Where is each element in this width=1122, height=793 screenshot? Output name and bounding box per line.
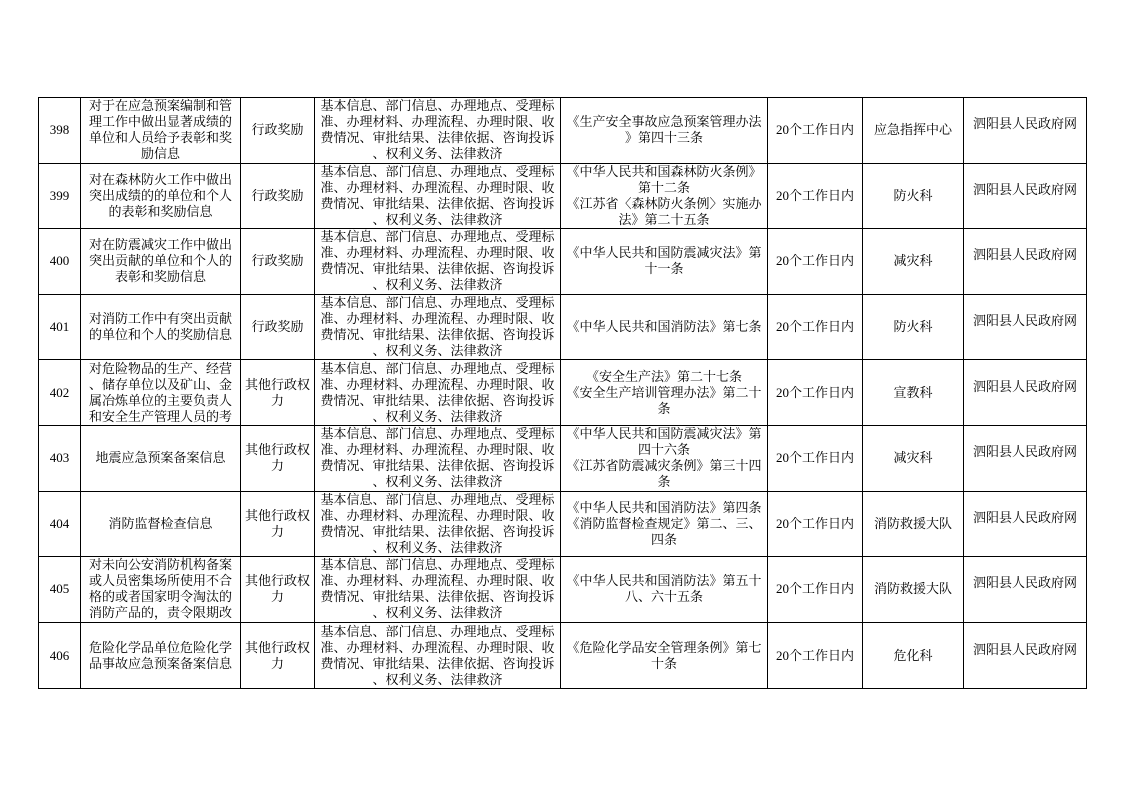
disclosure-table: [38, 97, 1087, 689]
legal-basis-line: 《江苏省防震减灾条例》第三十四: [566, 458, 762, 474]
legal-basis-line: 《中华人民共和国防震减灾法》第: [566, 245, 762, 261]
department-name: 防火科: [893, 187, 933, 203]
category-cell: [241, 623, 315, 689]
legal-basis-line: 》第四十三条: [624, 130, 703, 146]
department-cell: [863, 557, 964, 622]
category-line: 力: [270, 655, 284, 671]
legal-basis-line: 《消防监督检查规定》第二、三、: [566, 515, 762, 531]
item-number-cell: [39, 426, 81, 491]
disclosure-content-line: 、权利义务、法律救济: [372, 408, 503, 424]
item-number-cell: [39, 360, 81, 425]
item-number-cell: [39, 623, 81, 689]
disclosure-content-line: 、权利义务、法律救济: [372, 277, 503, 293]
disclosure-content-line: 基本信息、部门信息、办理地点、受理标: [320, 426, 555, 442]
time-limit-cell: [768, 164, 863, 229]
disclosure-content-line: 基本信息、部门信息、办理地点、受理标: [320, 623, 555, 639]
item-name-cell: [81, 623, 241, 689]
time-limit-cell: [768, 295, 863, 360]
channel-cell: [964, 229, 1086, 294]
disclosure-content-cell: [315, 492, 561, 557]
legal-basis-cell: [561, 164, 768, 229]
time-limit: 20个工作日内: [775, 253, 854, 269]
item-name-line: 品事故应急预案备案信息: [88, 655, 232, 671]
disclosure-content-line: 基本信息、部门信息、办理地点、受理标: [320, 98, 555, 114]
item-number-cell: [39, 98, 81, 163]
item-number: 399: [49, 187, 70, 203]
legal-basis-line: 《中华人民共和国消防法》第七条: [566, 319, 762, 335]
legal-basis-cell: [561, 426, 768, 491]
disclosure-content-line: 、权利义务、法律救济: [372, 671, 503, 687]
item-name-line: 和安全生产管理人员的考: [88, 408, 232, 424]
category-line: 行政奖励: [251, 187, 304, 203]
time-limit: 20个工作日内: [775, 122, 854, 138]
legal-basis-line: 十条: [650, 655, 677, 671]
disclosure-content-line: 费情况、审批结果、法律依据、咨询投诉: [320, 523, 555, 539]
channel-name: 泗阳县人民政府网: [972, 247, 1077, 263]
disclosure-content-line: 费情况、审批结果、法律依据、咨询投诉: [320, 327, 555, 343]
item-number: 402: [49, 384, 70, 400]
disclosure-content-line: 准、办理材料、办理流程、办理时限、收: [320, 114, 555, 130]
item-name-line: 或人员密集场所使用不合: [88, 573, 232, 589]
item-number-cell: [39, 229, 81, 294]
department-cell: [863, 623, 964, 689]
item-name-cell: [81, 98, 241, 163]
time-limit-cell: [768, 360, 863, 425]
department-name: 危化科: [893, 647, 933, 663]
item-name-line: 对未向公安消防机构备案: [88, 557, 232, 573]
category-line: 力: [270, 589, 284, 605]
item-name-cell: [81, 164, 241, 229]
channel-name: 泗阳县人民政府网: [972, 378, 1077, 394]
time-limit: 20个工作日内: [775, 450, 854, 466]
department-cell: [863, 360, 964, 425]
category-cell: [241, 557, 315, 622]
channel-name: 泗阳县人民政府网: [972, 181, 1077, 197]
category-line: 其他行政权: [244, 376, 310, 392]
channel-name: 泗阳县人民政府网: [972, 641, 1077, 657]
time-limit: 20个工作日内: [775, 319, 854, 335]
time-limit-cell: [768, 557, 863, 622]
department-name: 宣教科: [893, 384, 933, 400]
table-row: [39, 426, 1086, 492]
channel-name: 泗阳县人民政府网: [972, 116, 1077, 132]
time-limit-cell: [768, 229, 863, 294]
legal-basis-cell: [561, 229, 768, 294]
table-row: [39, 623, 1086, 689]
item-name-line: 地震应急预案备案信息: [95, 450, 226, 466]
department-name: 减灾科: [893, 253, 933, 269]
table-row: [39, 295, 1086, 361]
disclosure-content-cell: [315, 557, 561, 622]
item-number-cell: [39, 164, 81, 229]
legal-basis-line: 法》第二十五条: [618, 211, 710, 227]
item-name-line: 理工作中做出显著成绩的: [88, 114, 232, 130]
disclosure-content-line: 、权利义务、法律救济: [372, 211, 503, 227]
channel-cell: [964, 623, 1086, 689]
legal-basis-line: 《中华人民共和国消防法》第四条: [566, 499, 762, 515]
item-name-line: 对消防工作中有突出贡献: [88, 311, 232, 327]
legal-basis-cell: [561, 492, 768, 557]
item-name-cell: [81, 492, 241, 557]
disclosure-content-line: 、权利义务、法律救济: [372, 343, 503, 359]
legal-basis-line: 《中华人民共和国森林防火条例》: [566, 163, 762, 179]
category-line: 其他行政权: [244, 573, 310, 589]
disclosure-content-line: 费情况、审批结果、法律依据、咨询投诉: [320, 130, 555, 146]
time-limit: 20个工作日内: [775, 647, 854, 663]
legal-basis-line: 《安全生产培训管理办法》第二十: [566, 384, 762, 400]
item-name-cell: [81, 360, 241, 425]
item-name-line: 励信息: [140, 146, 180, 162]
item-number: 406: [49, 647, 70, 663]
item-name-line: 、储存单位以及矿山、金: [88, 376, 232, 392]
category-cell: [241, 360, 315, 425]
item-name-line: 对于在应急预案编制和管: [88, 98, 232, 114]
item-number: 398: [49, 122, 70, 138]
item-name-line: 突出成绩的的单位和个人: [88, 187, 232, 203]
department-cell: [863, 492, 964, 557]
department-name: 消防救援大队: [873, 515, 952, 531]
category-line: 行政奖励: [251, 253, 304, 269]
item-name-line: 对在森林防火工作中做出: [88, 171, 232, 187]
time-limit: 20个工作日内: [775, 515, 854, 531]
disclosure-content-line: 基本信息、部门信息、办理地点、受理标: [320, 491, 555, 507]
legal-basis-line: 《安全生产法》第二十七条: [585, 368, 742, 384]
disclosure-content-line: 费情况、审批结果、法律依据、咨询投诉: [320, 392, 555, 408]
disclosure-content-line: 费情况、审批结果、法律依据、咨询投诉: [320, 195, 555, 211]
item-name-line: 对在防震减灾工作中做出: [88, 237, 232, 253]
legal-basis-line: 《中华人民共和国消防法》第五十: [566, 573, 762, 589]
disclosure-content-line: 费情况、审批结果、法律依据、咨询投诉: [320, 589, 555, 605]
item-name-cell: [81, 229, 241, 294]
item-name-line: 属冶炼单位的主要负责人: [88, 392, 232, 408]
disclosure-content-line: 准、办理材料、办理流程、办理时限、收: [320, 179, 555, 195]
legal-basis-line: 《生产安全事故应急预案管理办法: [566, 114, 762, 130]
department-cell: [863, 295, 964, 360]
table-row: [39, 98, 1086, 164]
channel-cell: [964, 492, 1086, 557]
legal-basis-line: 条: [657, 400, 671, 416]
item-number: 404: [49, 515, 70, 531]
time-limit-cell: [768, 98, 863, 163]
department-name: 防火科: [893, 319, 933, 335]
disclosure-content-line: 费情况、审批结果、法律依据、咨询投诉: [320, 458, 555, 474]
disclosure-content-line: 准、办理材料、办理流程、办理时限、收: [320, 573, 555, 589]
legal-basis-cell: [561, 557, 768, 622]
table-row: [39, 492, 1086, 558]
department-cell: [863, 229, 964, 294]
category-line: 行政奖励: [251, 122, 304, 138]
category-cell: [241, 426, 315, 491]
legal-basis-cell: [561, 623, 768, 689]
disclosure-content-line: 准、办理材料、办理流程、办理时限、收: [320, 311, 555, 327]
time-limit-cell: [768, 623, 863, 689]
category-line: 力: [270, 458, 284, 474]
item-name-line: 的单位和个人的奖励信息: [88, 327, 232, 343]
item-number: 400: [49, 253, 70, 269]
disclosure-content-line: 准、办理材料、办理流程、办理时限、收: [320, 245, 555, 261]
channel-cell: [964, 557, 1086, 622]
disclosure-content-line: 准、办理材料、办理流程、办理时限、收: [320, 639, 555, 655]
legal-basis-line: 四条: [650, 531, 677, 547]
legal-basis-line: 四十六条: [637, 442, 690, 458]
disclosure-content-line: 基本信息、部门信息、办理地点、受理标: [320, 557, 555, 573]
category-cell: [241, 98, 315, 163]
time-limit: 20个工作日内: [775, 581, 854, 597]
category-line: 其他行政权: [244, 442, 310, 458]
legal-basis-line: 条: [657, 474, 671, 490]
disclosure-content-line: 基本信息、部门信息、办理地点、受理标: [320, 163, 555, 179]
item-name-cell: [81, 426, 241, 491]
disclosure-content-line: 基本信息、部门信息、办理地点、受理标: [320, 295, 555, 311]
disclosure-content-cell: [315, 360, 561, 425]
disclosure-content-line: 准、办理材料、办理流程、办理时限、收: [320, 376, 555, 392]
disclosure-content-line: 基本信息、部门信息、办理地点、受理标: [320, 229, 555, 245]
legal-basis-line: 《危险化学品安全管理条例》第七: [566, 639, 762, 655]
item-name-line: 单位和人员给予表彰和奖: [88, 130, 232, 146]
disclosure-content-cell: [315, 229, 561, 294]
item-number: 403: [49, 450, 70, 466]
category-line: 其他行政权: [244, 507, 310, 523]
disclosure-content-line: 准、办理材料、办理流程、办理时限、收: [320, 442, 555, 458]
channel-cell: [964, 164, 1086, 229]
item-number: 405: [49, 581, 70, 597]
disclosure-content-line: 准、办理材料、办理流程、办理时限、收: [320, 507, 555, 523]
channel-cell: [964, 98, 1086, 163]
legal-basis-line: 八、六十五条: [624, 589, 703, 605]
item-name-line: 表彰和奖励信息: [114, 269, 206, 285]
disclosure-content-line: 、权利义务、法律救济: [372, 539, 503, 555]
item-name-line: 对危险物品的生产、经营: [88, 360, 232, 376]
item-name-line: 消防监督检查信息: [108, 515, 213, 531]
item-name-line: 消防产品的，责令限期改: [88, 605, 232, 621]
department-cell: [863, 426, 964, 491]
category-line: 力: [270, 392, 284, 408]
table-row: [39, 360, 1086, 426]
category-line: 其他行政权: [244, 639, 310, 655]
disclosure-content-line: 、权利义务、法律救济: [372, 605, 503, 621]
channel-name: 泗阳县人民政府网: [972, 313, 1077, 329]
item-name-line: 危险化学品单位危险化学: [88, 639, 232, 655]
category-line: 行政奖励: [251, 319, 304, 335]
disclosure-content-line: 、权利义务、法律救济: [372, 474, 503, 490]
item-number-cell: [39, 557, 81, 622]
item-number: 401: [49, 319, 70, 335]
legal-basis-line: 《中华人民共和国防震减灾法》第: [566, 426, 762, 442]
disclosure-content-line: 费情况、审批结果、法律依据、咨询投诉: [320, 655, 555, 671]
legal-basis-line: 第十二条: [637, 179, 690, 195]
disclosure-content-line: 、权利义务、法律救济: [372, 146, 503, 162]
channel-cell: [964, 360, 1086, 425]
legal-basis-cell: [561, 295, 768, 360]
disclosure-content-cell: [315, 295, 561, 360]
channel-name: 泗阳县人民政府网: [972, 575, 1077, 591]
legal-basis-line: 十一条: [644, 261, 684, 277]
item-number-cell: [39, 492, 81, 557]
time-limit-cell: [768, 426, 863, 491]
time-limit: 20个工作日内: [775, 187, 854, 203]
channel-name: 泗阳县人民政府网: [972, 444, 1077, 460]
channel-name: 泗阳县人民政府网: [972, 509, 1077, 525]
item-name-cell: [81, 557, 241, 622]
legal-basis-cell: [561, 98, 768, 163]
disclosure-content-line: 费情况、审批结果、法律依据、咨询投诉: [320, 261, 555, 277]
disclosure-content-cell: [315, 623, 561, 689]
time-limit-cell: [768, 492, 863, 557]
department-name: 应急指挥中心: [873, 122, 952, 138]
department-name: 消防救援大队: [873, 581, 952, 597]
category-cell: [241, 164, 315, 229]
item-name-line: 的表彰和奖励信息: [108, 203, 213, 219]
department-cell: [863, 164, 964, 229]
time-limit: 20个工作日内: [775, 384, 854, 400]
table-row: [39, 557, 1086, 623]
channel-cell: [964, 426, 1086, 491]
disclosure-content-line: 基本信息、部门信息、办理地点、受理标: [320, 360, 555, 376]
category-line: 力: [270, 523, 284, 539]
item-name-cell: [81, 295, 241, 360]
item-name-line: 突出贡献的单位和个人的: [88, 253, 232, 269]
category-cell: [241, 492, 315, 557]
item-number-cell: [39, 295, 81, 360]
item-name-line: 格的或者国家明令淘汰的: [88, 589, 232, 605]
disclosure-content-cell: [315, 164, 561, 229]
table-row: [39, 164, 1086, 230]
disclosure-content-cell: [315, 98, 561, 163]
department-cell: [863, 98, 964, 163]
channel-cell: [964, 295, 1086, 360]
category-cell: [241, 295, 315, 360]
department-name: 减灾科: [893, 450, 933, 466]
disclosure-content-cell: [315, 426, 561, 491]
table-row: [39, 229, 1086, 295]
legal-basis-line: 《江苏省〈森林防火条例〉实施办: [566, 195, 762, 211]
legal-basis-cell: [561, 360, 768, 425]
category-cell: [241, 229, 315, 294]
